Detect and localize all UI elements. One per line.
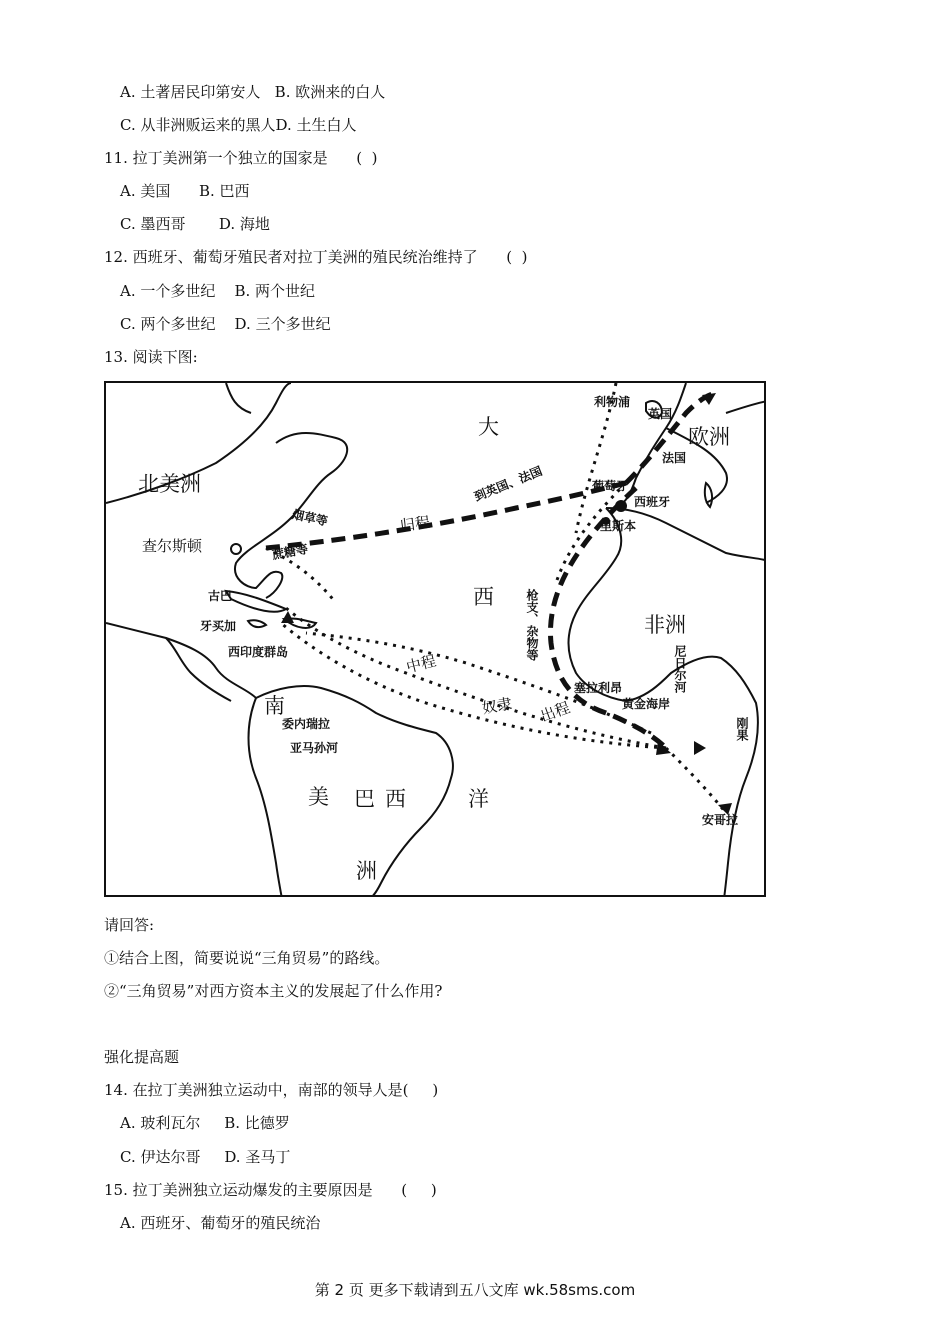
label-france: 法国 (662, 451, 687, 465)
label-middle-passage: 中程 (404, 651, 438, 677)
label-mei: 美 (308, 785, 329, 809)
label-spain: 西班牙 (634, 495, 671, 509)
label-cuba: 古巴 (208, 589, 233, 603)
q13-sub2: ②“三角贸易”对西方资本主义的发展起了什么作用? (104, 982, 443, 1000)
label-yang: 洋 (468, 787, 489, 811)
q15-option-a: A. 西班牙、葡萄牙的殖民统治 (120, 1214, 321, 1232)
section-heading: 强化提高题 (104, 1048, 180, 1066)
label-amazon: 亚马孙河 (290, 741, 339, 755)
label-angola: 安哥拉 (702, 813, 739, 827)
label-outbound: 出程 (537, 698, 573, 726)
q14-question: 14. 在拉丁美洲独立运动中，南部的领导人是( ) (104, 1081, 439, 1099)
label-to-uk-france: 到英国、法国 (472, 463, 545, 504)
label-north-america: 北美洲 (138, 472, 201, 496)
label-charleston: 查尔斯顿 (142, 537, 203, 555)
label-guns: 枪支、杂物等 (525, 589, 539, 661)
q15-question: 15. 拉丁美洲独立运动爆发的主要原因是 ( ) (104, 1181, 437, 1199)
triangle-trade-map (104, 381, 766, 897)
label-gold-coast: 黄金海岸 (622, 697, 671, 711)
label-liverpool: 利物浦 (594, 395, 631, 409)
label-niger-river: 尼日尔河 (673, 645, 687, 693)
q11-options-cd: C. 墨西哥 D. 海地 (120, 215, 270, 233)
answer-prompt: 请回答: (104, 916, 155, 934)
label-europe: 欧洲 (688, 425, 730, 449)
label-britain: 英国 (648, 407, 673, 421)
page-footer: 第 2 页 更多下载请到五八文库 wk.58sms.com (314, 1281, 636, 1299)
label-zhou: 洲 (356, 859, 377, 883)
q11-question: 11. 拉丁美洲第一个独立的国家是 ( ) (104, 149, 378, 167)
q10-options-cd: C. 从非洲贩运来的黑人D. 土生白人 (120, 116, 357, 134)
q11-options-ab: A. 美国 B. 巴西 (120, 182, 250, 200)
label-tobacco: 烟草等 (290, 507, 329, 529)
q12-options-cd: C. 两个多世纪 D. 三个多世纪 (120, 315, 331, 333)
label-slaves: 奴隶 (480, 694, 514, 718)
label-west-indies: 西印度群岛 (228, 645, 289, 659)
q12-options-ab: A. 一个多世纪 B. 两个世纪 (120, 282, 316, 300)
label-portugal: 葡萄牙 (592, 479, 629, 493)
label-nan: 南 (264, 694, 285, 718)
q13-question: 13. 阅读下图: (104, 348, 198, 366)
q14-options-ab: A. 玻利瓦尔 B. 比德罗 (120, 1114, 290, 1132)
label-africa: 非洲 (644, 613, 686, 637)
label-sierra-leone: 塞拉利昂 (574, 681, 623, 695)
q10-options-ab: A. 土著居民印第安人 B. 欧洲来的白人 (120, 83, 386, 101)
label-lisbon: 里斯本 (600, 519, 637, 533)
label-brazil: 巴西 (354, 787, 416, 811)
label-venezuela: 委内瑞拉 (282, 717, 331, 731)
q14-options-cd: C. 伊达尔哥 D. 圣马丁 (120, 1148, 291, 1166)
q12-question: 12. 西班牙、葡萄牙殖民者对拉丁美洲的殖民统治维持了 ( ) (104, 248, 528, 266)
label-da: 大 (478, 415, 499, 439)
label-sugar: 蔗糖等 (271, 541, 310, 563)
label-jamaica: 牙买加 (200, 619, 237, 633)
label-congo: 刚果 (735, 717, 749, 741)
label-return-voyage: 归程 (398, 512, 432, 535)
q13-sub1: ①结合上图，简要说说“三角贸易”的路线。 (104, 949, 390, 967)
label-xi: 西 (473, 585, 494, 609)
